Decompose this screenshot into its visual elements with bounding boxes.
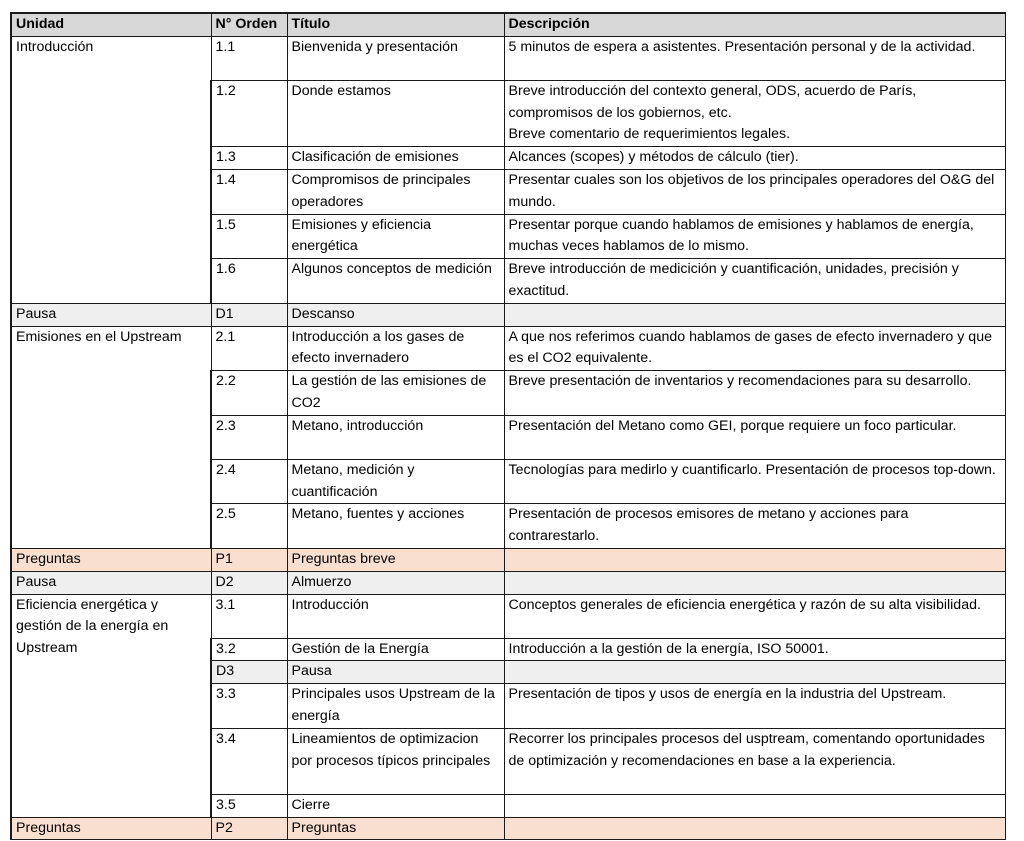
descripcion-line: Introducción a la gestión de la energía, ISO 50001. — [508, 640, 829, 657]
cell-descripcion — [504, 548, 1005, 571]
descripcion-line: Presentación de tipos y usos de energía en la industria del Upstream. — [508, 686, 947, 703]
cell-titulo: Introducción — [287, 594, 504, 638]
cell-descripcion — [504, 571, 1005, 594]
cell-orden: 1.1 — [211, 36, 287, 80]
cell-orden: P2 — [211, 817, 287, 840]
descripcion-line: Recorrer los principales procesos del usptream, comentando oportunidades de optimización y recomendaciones en base a la experiencia. — [508, 730, 985, 769]
cell-descripcion — [504, 794, 1005, 817]
cell-titulo: Gestión de la Energía — [287, 638, 504, 661]
table-row — [11, 817, 1005, 840]
cell-descripcion — [504, 684, 1005, 729]
cell-orden: D3 — [211, 661, 287, 684]
descripcion-line: Alcances (scopes) y métodos de cálculo (tier). — [508, 149, 799, 166]
cell-unidad: Preguntas — [11, 817, 211, 840]
agenda-body — [11, 36, 1005, 840]
cell-titulo: Descanso — [287, 303, 504, 326]
cell-descripcion — [504, 371, 1005, 416]
cell-titulo: Principales usos Upstream de la energía — [287, 684, 504, 729]
cell-unidad: Eficiencia energética y gestión de la energía en Upstream — [11, 594, 211, 817]
cell-orden: 3.4 — [211, 728, 287, 794]
cell-descripcion — [504, 728, 1005, 794]
cell-titulo: Lineamientos de optimizacion por procesos típicos principales — [287, 728, 504, 794]
descripcion-line: Breve introducción de medicición y cuantificación, unidades, precisión y exactitud. — [508, 261, 959, 299]
descripcion-line: Breve introducción del contexto general, ODS, acuerdo de París, compromisos de los gobiernos, etc. — [508, 82, 917, 121]
cell-descripcion — [504, 594, 1005, 638]
table-row — [11, 303, 1005, 326]
descripcion-line: A que nos referimos cuando hablamos de gases de efecto invernadero y que es el CO2 equivalente. — [508, 328, 992, 367]
cell-titulo: Pausa — [287, 661, 504, 684]
header-titulo: Título — [287, 13, 504, 36]
header-unidad: Unidad — [11, 13, 211, 36]
cell-orden: 2.2 — [211, 371, 287, 416]
cell-descripcion — [504, 80, 1005, 146]
cell-titulo: Emisiones y eficiencia energética — [287, 214, 504, 259]
cell-titulo: Donde estamos — [287, 80, 504, 146]
cell-unidad: Introducción — [11, 36, 211, 303]
cell-orden: 3.3 — [211, 684, 287, 729]
table-row — [11, 326, 1005, 371]
cell-titulo: Preguntas breve — [287, 548, 504, 571]
cell-orden: 1.4 — [211, 169, 287, 214]
table-row — [11, 548, 1005, 571]
cell-descripcion — [504, 214, 1005, 259]
cell-descripcion — [504, 661, 1005, 684]
cell-orden: 2.5 — [211, 504, 287, 549]
cell-orden: D1 — [211, 303, 287, 326]
cell-orden: 3.1 — [211, 594, 287, 638]
cell-orden: 1.6 — [211, 259, 287, 304]
header-orden: N° Orden — [211, 13, 287, 36]
descripcion-line: 5 minutos de espera a asistentes. Presentación personal y de la actividad. — [508, 38, 976, 55]
cell-titulo: Introducción a los gases de efecto invernadero — [287, 326, 504, 371]
cell-unidad: Emisiones en el Upstream — [11, 326, 211, 548]
descripcion-line: Presentar porque cuando hablamos de emisiones y hablamos de energía, muchas veces hablamos de lo mismo. — [508, 216, 974, 255]
header-row — [11, 13, 1005, 36]
cell-unidad: Pausa — [11, 303, 211, 326]
descripcion-line: Presentación de procesos emisores de metano y acciones para contrarestarlo. — [508, 506, 909, 545]
cell-orden: 2.3 — [211, 415, 287, 459]
table-row — [11, 594, 1005, 638]
cell-titulo: Almuerzo — [287, 571, 504, 594]
cell-titulo: Algunos conceptos de medición — [287, 259, 504, 304]
cell-orden: P1 — [211, 548, 287, 571]
descripcion-line: Breve presentación de inventarios y recomendaciones para su desarrollo. — [508, 373, 972, 390]
descripcion-line: Tecnologías para medirlo y cuantificarlo. Presentación de procesos top-down. — [508, 461, 996, 478]
cell-descripcion — [504, 169, 1005, 214]
cell-descripcion — [504, 504, 1005, 549]
cell-orden: 1.3 — [211, 147, 287, 170]
cell-descripcion — [504, 36, 1005, 80]
cell-orden: D2 — [211, 571, 287, 594]
cell-descripcion — [504, 326, 1005, 371]
cell-titulo: Metano, introducción — [287, 415, 504, 459]
cell-titulo: Preguntas — [287, 817, 504, 840]
agenda-table — [10, 12, 1006, 840]
cell-orden: 1.2 — [211, 80, 287, 146]
cell-orden: 2.4 — [211, 459, 287, 504]
descripcion-line: Presentación del Metano como GEI, porque requiere un foco particular. — [508, 417, 957, 434]
cell-descripcion — [504, 259, 1005, 304]
header-descripcion: Descripción — [504, 13, 1005, 36]
cell-descripcion — [504, 638, 1005, 661]
cell-titulo: Clasificación de emisiones — [287, 147, 504, 170]
descripcion-line: Breve comentario de requerimientos legales. — [508, 126, 791, 143]
cell-descripcion — [504, 147, 1005, 170]
cell-titulo: Metano, medición y cuantificación — [287, 459, 504, 504]
cell-orden: 2.1 — [211, 326, 287, 371]
descripcion-line: Presentar cuales son los objetivos de los principales operadores del O&G del mundo. — [508, 171, 995, 210]
cell-titulo: Compromisos de principales operadores — [287, 169, 504, 214]
cell-titulo: Bienvenida y presentación — [287, 36, 504, 80]
cell-orden: 3.2 — [211, 638, 287, 661]
table-row — [11, 36, 1005, 80]
table-row — [11, 571, 1005, 594]
descripcion-line: Conceptos generales de eficiencia energética y razón de su alta visibilidad. — [508, 596, 981, 613]
cell-descripcion — [504, 459, 1005, 504]
cell-unidad: Preguntas — [11, 548, 211, 571]
cell-orden: 3.5 — [211, 794, 287, 817]
cell-orden: 1.5 — [211, 214, 287, 259]
cell-titulo: La gestión de las emisiones de CO2 — [287, 371, 504, 416]
cell-titulo: Cierre — [287, 794, 504, 817]
cell-descripcion — [504, 415, 1005, 459]
cell-descripcion — [504, 303, 1005, 326]
cell-unidad: Pausa — [11, 571, 211, 594]
cell-titulo: Metano, fuentes y acciones — [287, 504, 504, 549]
cell-descripcion — [504, 817, 1005, 840]
